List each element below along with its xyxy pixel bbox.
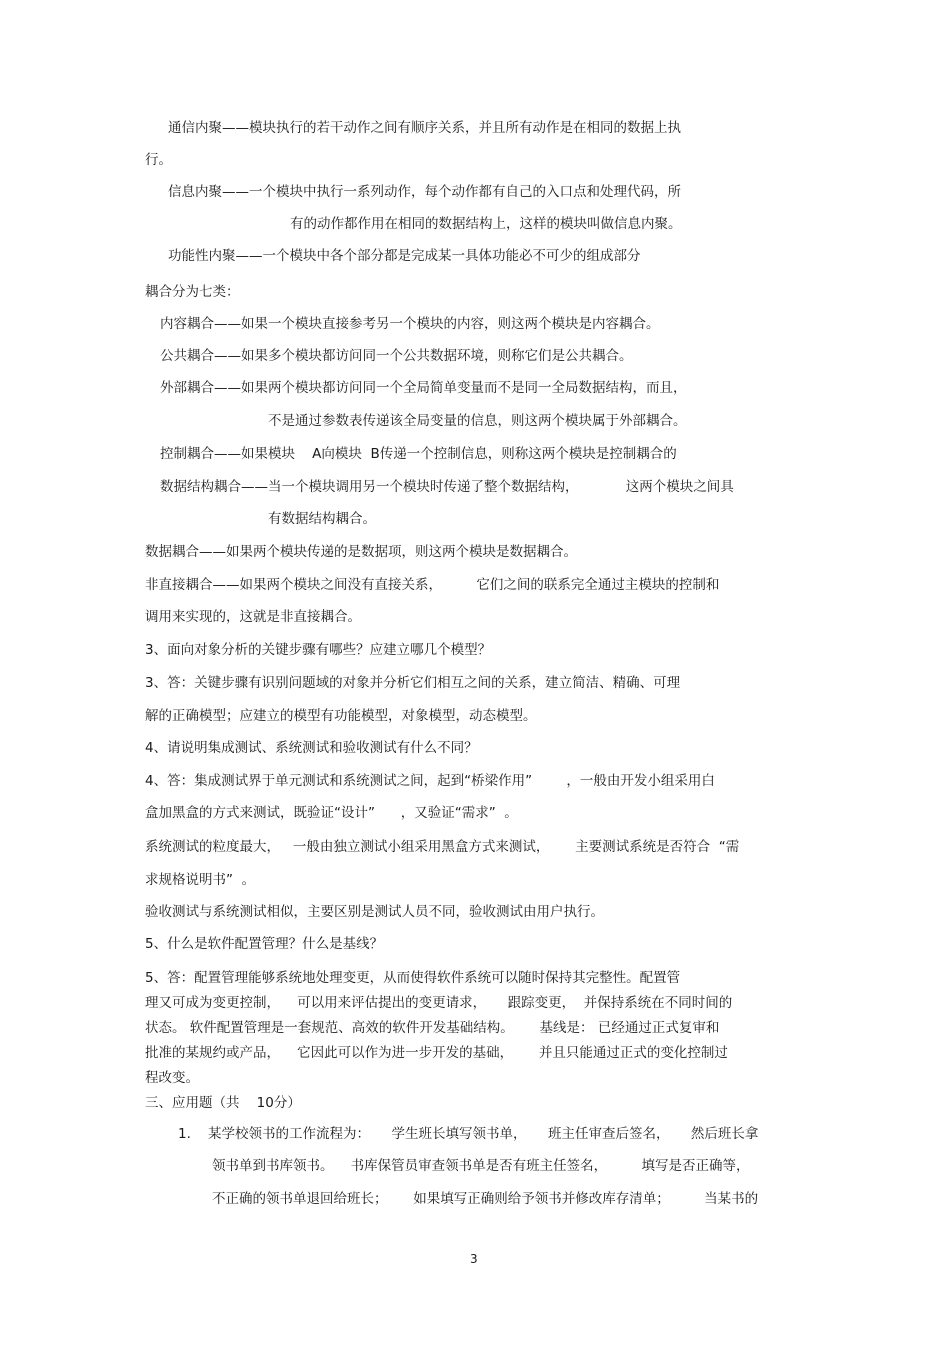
answer-line: 3、答：关键步骤有识别问题域的对象并分析它们相互之间的关系，建立简洁、精确、可理 xyxy=(145,675,681,691)
question-line: 1. 某学校领书的工作流程为： 学生班长填写领书单， 班主任审查后签名， 然后班长拿 xyxy=(178,1126,759,1142)
text-line: 行。 xyxy=(145,152,172,168)
answer-line: 5、答：配置管理能够系统地处理变更，从而使得软件系统可以随时保持其完整性。配置管 xyxy=(145,970,681,986)
question-line: 不正确的领书单退回给班长； 如果填写正确则给予领书并修改库存清单； 当某书的 xyxy=(212,1191,759,1207)
text-line: 通信内聚——模块执行的若干动作之间有顺序关系，并且所有动作是在相同的数据上执 xyxy=(168,120,681,136)
text-line: 控制耦合——如果模块 A向模块 B传递一个控制信息，则称这两个模块是控制耦合的 xyxy=(160,446,677,462)
text-line: 耦合分为七类： xyxy=(145,284,240,300)
answer-line: 程改变。 xyxy=(145,1070,199,1086)
answer-line: 批准的某规约或产品， 它因此可以作为进一步开发的基础， 并且只能通过正式的变化控制过 xyxy=(145,1045,728,1061)
text-line: 数据耦合——如果两个模块传递的是数据项，则这两个模块是数据耦合。 xyxy=(145,544,577,560)
answer-line: 求规格说明书” 。 xyxy=(145,872,256,888)
text-line: 信息内聚——一个模块中执行一系列动作，每个动作都有自己的入口点和处理代码，所 xyxy=(168,184,681,200)
text-line: 不是通过参数表传递该全局变量的信息，则这两个模块属于外部耦合。 xyxy=(268,413,687,429)
text-line: 有数据结构耦合。 xyxy=(268,511,376,527)
question-heading: 4、请说明集成测试、系统测试和验收测试有什么不同？ xyxy=(145,740,478,756)
answer-line: 验收测试与系统测试相似，主要区别是测试人员不同，验收测试由用户执行。 xyxy=(145,904,604,920)
question-line: 领书单到书库领书。 书库保管员审查领书单是否有班主任签名， 填写是否正确等， xyxy=(212,1158,750,1174)
answer-line: 盒加黑盒的方式来测试，既验证“设计” ，又验证“需求” 。 xyxy=(145,805,518,821)
text-line: 有的动作都作用在相同的数据结构上，这样的模块叫做信息内聚。 xyxy=(290,216,682,232)
page-number: 3 xyxy=(470,1252,478,1266)
answer-line: 4、答：集成测试界于单元测试和系统测试之间，起到“桥梁作用” ，一般由开发小组采用白 xyxy=(145,773,715,789)
text-line: 内容耦合——如果一个模块直接参考另一个模块的内容，则这两个模块是内容耦合。 xyxy=(160,316,660,332)
text-line: 调用来实现的，这就是非直接耦合。 xyxy=(145,609,361,625)
text-line: 公共耦合——如果多个模块都访问同一个公共数据环境，则称它们是公共耦合。 xyxy=(160,348,633,364)
section-heading: 三、应用题（共 10分） xyxy=(145,1095,301,1111)
answer-line: 系统测试的粒度最大， 一般由独立测试小组采用黑盒方式来测试， 主要测试系统是否符合 “需 xyxy=(145,839,740,855)
text-line: 外部耦合——如果两个模块都访问同一个全局简单变量而不是同一全局数据结构，而且， xyxy=(160,380,687,396)
question-heading: 3、面向对象分析的关键步骤有哪些？应建立哪几个模型？ xyxy=(145,642,492,658)
text-line: 功能性内聚——一个模块中各个部分都是完成某一具体功能必不可少的组成部分 xyxy=(168,248,641,264)
text-line: 数据结构耦合——当一个模块调用另一个模块时传递了整个数据结构， 这两个模块之间具 xyxy=(160,479,734,495)
answer-line: 状态。 软件配置管理是一套规范、高效的软件开发基础结构。 基线是： 已经通过正式复审和 xyxy=(145,1020,720,1036)
answer-line: 解的正确模型；应建立的模型有功能模型，对象模型，动态模型。 xyxy=(145,708,537,724)
text-line: 非直接耦合——如果两个模块之间没有直接关系， 它们之间的联系完全通过主模块的控制和 xyxy=(145,577,720,593)
answer-line: 理又可成为变更控制， 可以用来评估提出的变更请求， 跟踪变更， 并保持系统在不同时间的 xyxy=(145,995,733,1011)
question-heading: 5、什么是软件配置管理？什么是基线？ xyxy=(145,936,384,952)
